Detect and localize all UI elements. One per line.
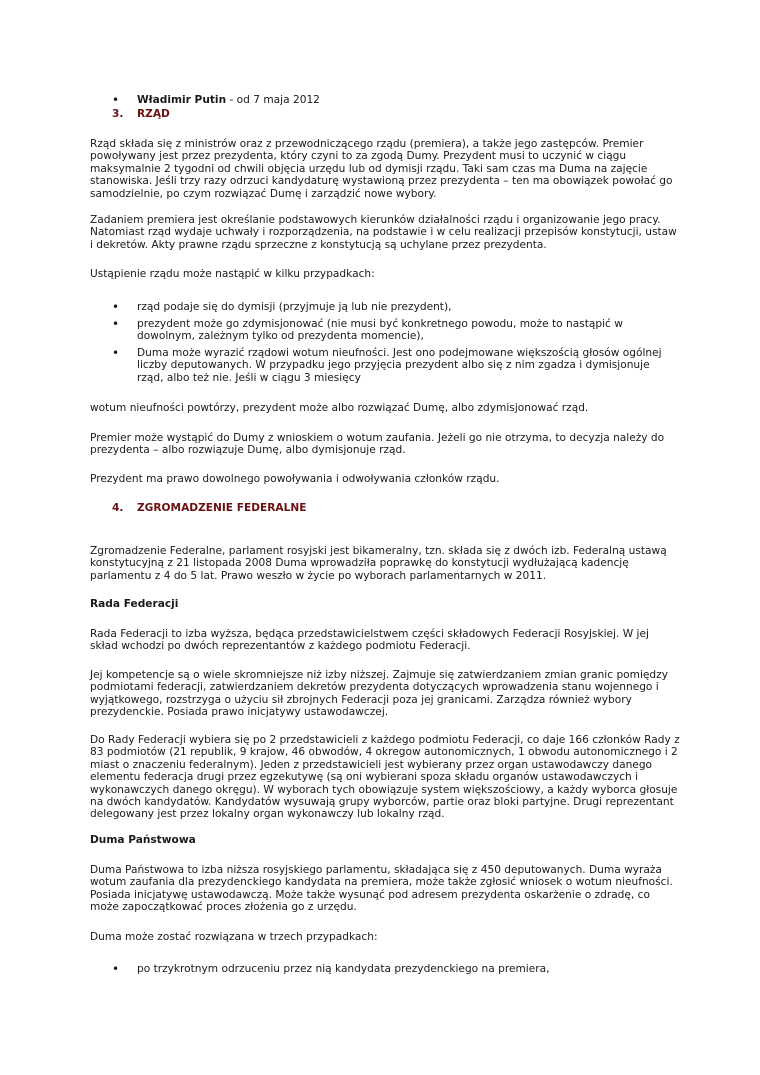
paragraph: wotum nieufności powtórzy, prezydent może albo rozwiązać Dumę, albo zdymisjonować rząd. [90,402,589,414]
bullet-icon: • [112,300,120,314]
paragraph: Rząd składa się z ministrów oraz z przewodniczącego rządu (premiera), a także jego zastępców. Premier powoływany jest przez prezydenta, który czyni to za zgodą Dumy. Prezydent musi to uczynić w ciągu maksymalnie 2 tygodni od chwili objęcia urzędu lub od dymisji rządu. Taki sam czas ma Duma na zajęcie stanowiska. Jeśli trzy razy odrzuci kandydaturę wystawioną przez prezydenta – ten ma obowiązek powołać go samodzielnie, po czym rozwiązać Dumę i zarządzić nowe wybory. [90,138,673,200]
subheading: Rada Federacji [90,598,179,610]
section-heading: 4. ZGROMADZENIE FEDERALNE [112,502,307,514]
bullet-icon: • [112,93,120,107]
section-heading: 3. RZĄD [112,108,170,120]
subheading: Duma Państwowa [90,834,196,846]
bullet-icon: • [112,317,120,331]
bullet-icon: • [112,346,120,360]
paragraph: Duma Państwowa to izba niższa rosyjskiego parlamentu, składająca się z 450 deputowanych. Duma wyraża wotum zaufania dla prezydenckiego kandydata na premiera, może także zgłosić wniosek o wotum nieufności. Posiada inicjatywę ustawodawczą. Może także wysunąć pod adresem prezydenta oskarżenie o zdradę, co może zapoczątkować proces złożenia go z urzędu. [90,864,673,914]
person-name: Władimir Putin [137,94,227,106]
paragraph: Ustąpienie rządu może nastąpić w kilku przypadkach: [90,268,375,280]
paragraph: Zadaniem premiera jest określanie podstawowych kierunków działalności rządu i organizowanie jego pracy. Natomiast rząd wydaje uchwały i rozporządzenia, na podstawie i w celu realizacji przepisów konstytucji, ustaw i dekretów. Akty prawne rządu sprzeczne z konstytucją są uchylane przez prezydenta. [90,214,677,251]
paragraph: Jej kompetencje są o wiele skromniejsze niż izby niższej. Zajmuje się zatwierdzaniem zmian granic pomiędzy podmiotami federacji, zatwierdzaniem dekretów prezydenta dotyczących wprowadzenia stanu wojennego i wyjątkowego, rozstrzyga o użyciu sił zbrojnych Federacji poza jej granicami. Zarządza również wybory prezydenckie. Posiada prawo inicjatywy ustawodawczej. [90,669,668,719]
paragraph: Zgromadzenie Federalne, parlament rosyjski jest bikameralny, tzn. składa się z dwóch izb. Federalną ustawą konstytucyjną z 21 listopada 2008 Duma wprowadziła poprawkę do konstytucji wydłużającą kadencję parlamentu z 4 do 5 lat. Prawo weszło w życie po wyborach parlamentarnych w 2011. [90,545,667,582]
paragraph: Premier może wystąpić do Dumy z wnioskiem o wotum zaufania. Jeżeli go nie otrzyma, to decyzja należy do prezydenta – albo rozwiązuje Dumę, albo dymisjonuje rząd. [90,432,665,457]
paragraph: Rada Federacji to izba wyższa, będąca przedstawicielstwem części składowych Federacji Rosyjskiej. W jej skład wchodzi po dwóch reprezentantów z każdego podmiotu Federacji. [90,628,649,653]
paragraph: Do Rady Federacji wybiera się po 2 przedstawicieli z każdego podmiotu Federacji, co daje 166 członków Rady z 83 podmiotów (21 republik, 9 krajow, 46 obwodów, 4 okregow autonomicznych, 1 obwodu autonomicznego i 2 miast o znaczeniu federalnym). Jeden z przedstawicieli jest wybierany przez organ ustawodawczy danego elementu federacja drugi przez egzekutywę (są oni wybierani spoza składu organów ustawodawczych i wykonawczych danego okręgu). W wyborach tych obowiązuje system większościowy, a każdy wyborca głosuje na dwóch kandydatów. Kandydatów wysuwają grupy wyborców, partie oraz bloki partyjne. Drugi reprezentant delegowany jest przez lokalny organ wykonawczy lub lokalny rząd. [90,734,680,821]
document-page: • Władimir Putin - od 7 maja 2012 3. RZĄD Rząd składa się z ministrów oraz z przewodniczącego rządu (premiera), a także jego zastępców. Premier powoływany jest przez prezydenta, który czyni to za zgodą Dumy. Prezydent musi to uczynić w ciągu maksymalnie 2 tygodni od chwili objęcia urzędu lub od dymisji rządu. Taki sam czas ma Duma na zajęcie stanowiska. Jeśli trzy razy odrzuci kandydaturę wystawioną przez prezydenta – ten ma obowiązek powołać go samodzielnie, po czym rozwiązać Dumę i zarządzić nowe wybory. Zadaniem premiera jest określanie podstawowych kierunków działalności rządu i organizowanie jego pracy. Natomiast rząd wydaje uchwały i rozporządzenia, na podstawie i w celu realizacji przepisów konstytucji, ustaw i dekretów. Akty prawne rządu sprzeczne z konstytucją są uchylane przez prezydenta. Ustąpienie rządu może nastąpić w kilku przypadkach: • rząd podaje się do dymisji (przyjmuje ją lub nie prezydent), • prezydent może go zdymisjonować (nie musi być konkretnego powodu, może to nastąpić w dowolnym, zależnym tylko od prezydenta momencie), • Duma może wyrazić rządowi wotum nieufności. Jest ono podejmowane większością głosów ogólnej liczby deputowanych. W przypadku jego przyjęcia prezydent albo się z nim zgadza i dymisjonuje rząd, albo też nie. Jeśli w ciągu 3 miesięcy wotum nieufności powtórzy, prezydent może albo rozwiązać Dumę, albo zdymisjonować rząd. Premier może wystąpić do Dumy z wnioskiem o wotum zaufania. Jeżeli go nie otrzyma, to decyzja należy do prezydenta – albo rozwiązuje Dumę, albo dymisjonuje rząd. Prezydent ma prawo dowolnego powoływania i odwoływania członków rządu. 4. ZGROMADZENIE FEDERALNE Zgromadzenie Federalne, parlament rosyjski jest bikameralny, tzn. składa się z dwóch izb. Federalną ustawą konstytucyjną z 21 listopada 2008 Duma wprowadziła poprawkę do konstytucji wydłużającą kadencję parlamentu z 4 do 5 lat. Prawo weszło w życie po wyborach parlamentarnych w 2011. Rada Federacji Rada Federacji to izba wyższa, będąca przedstawicielstwem części składowych Federacji Rosyjskiej. W jej skład wchodzi po dwóch reprezentantów z każdego podmiotu Federacji. Jej kompetencje są o wiele skromniejsze niż izby niższej. Zajmuje się zatwierdzaniem zmian granic pomiędzy podmiotami federacji, zatwierdzaniem dekretów prezydenta dotyczących wprowadzenia stanu wojennego i wyjątkowego, rozstrzyga o użyciu sił zbrojnych Federacji poza jej granicami. Zarządza również wybory prezydenckie. Posiada prawo inicjatywy ustawodawczej. Do Rady Federacji wybiera się po 2 przedstawicieli z każdego podmiotu Federacji, co daje 166 członków Rady z 83 podmiotów (21 republik, 9 krajow, 46 obwodów, 4 okregow autonomicznych, 1 obwodu autonomicznego i 2 miast o znaczeniu federalnym). Jeden z przedstawicieli jest wybierany przez organ ustawodawczy danego elementu federacja drugi przez egzekutywę (są oni wybierani spoza składu organów ustawodawczych i wykonawczych danego okręgu). W wyborach tych obowiązuje system większościowy, a każdy wyborca głosuje na dwóch kandydatów. Kandydatów wysuwają grupy wyborców, partie oraz bloki partyjne. Drugi reprezentant delegowany jest przez lokalny organ wykonawczy lub lokalny rząd. Duma Państwowa Duma Państwowa to izba niższa rosyjskiego parlamentu, składająca się z 450 deputowanych. Duma wyraża wotum zaufania dla prezydenckiego kandydata na premiera, może także zgłosić wniosek o wotum nieufności. Posiada inicjatywę ustawodawczą. Może także wysunąć pod adresem prezydenta oskarżenie o zdradę, co może zapoczątkować proces złożenia go z urzędu. Duma może zostać rozwiązana w trzech przypadkach: • po trzykrotnym odrzuceniu przez nią kandydata prezydenckiego na premiera, [90,93,680,976]
bullet-icon: • [112,962,120,976]
paragraph: Duma może zostać rozwiązana w trzech przypadkach: [90,931,378,943]
paragraph: Prezydent ma prawo dowolnego powoływania i odwoływania członków rządu. [90,473,500,485]
